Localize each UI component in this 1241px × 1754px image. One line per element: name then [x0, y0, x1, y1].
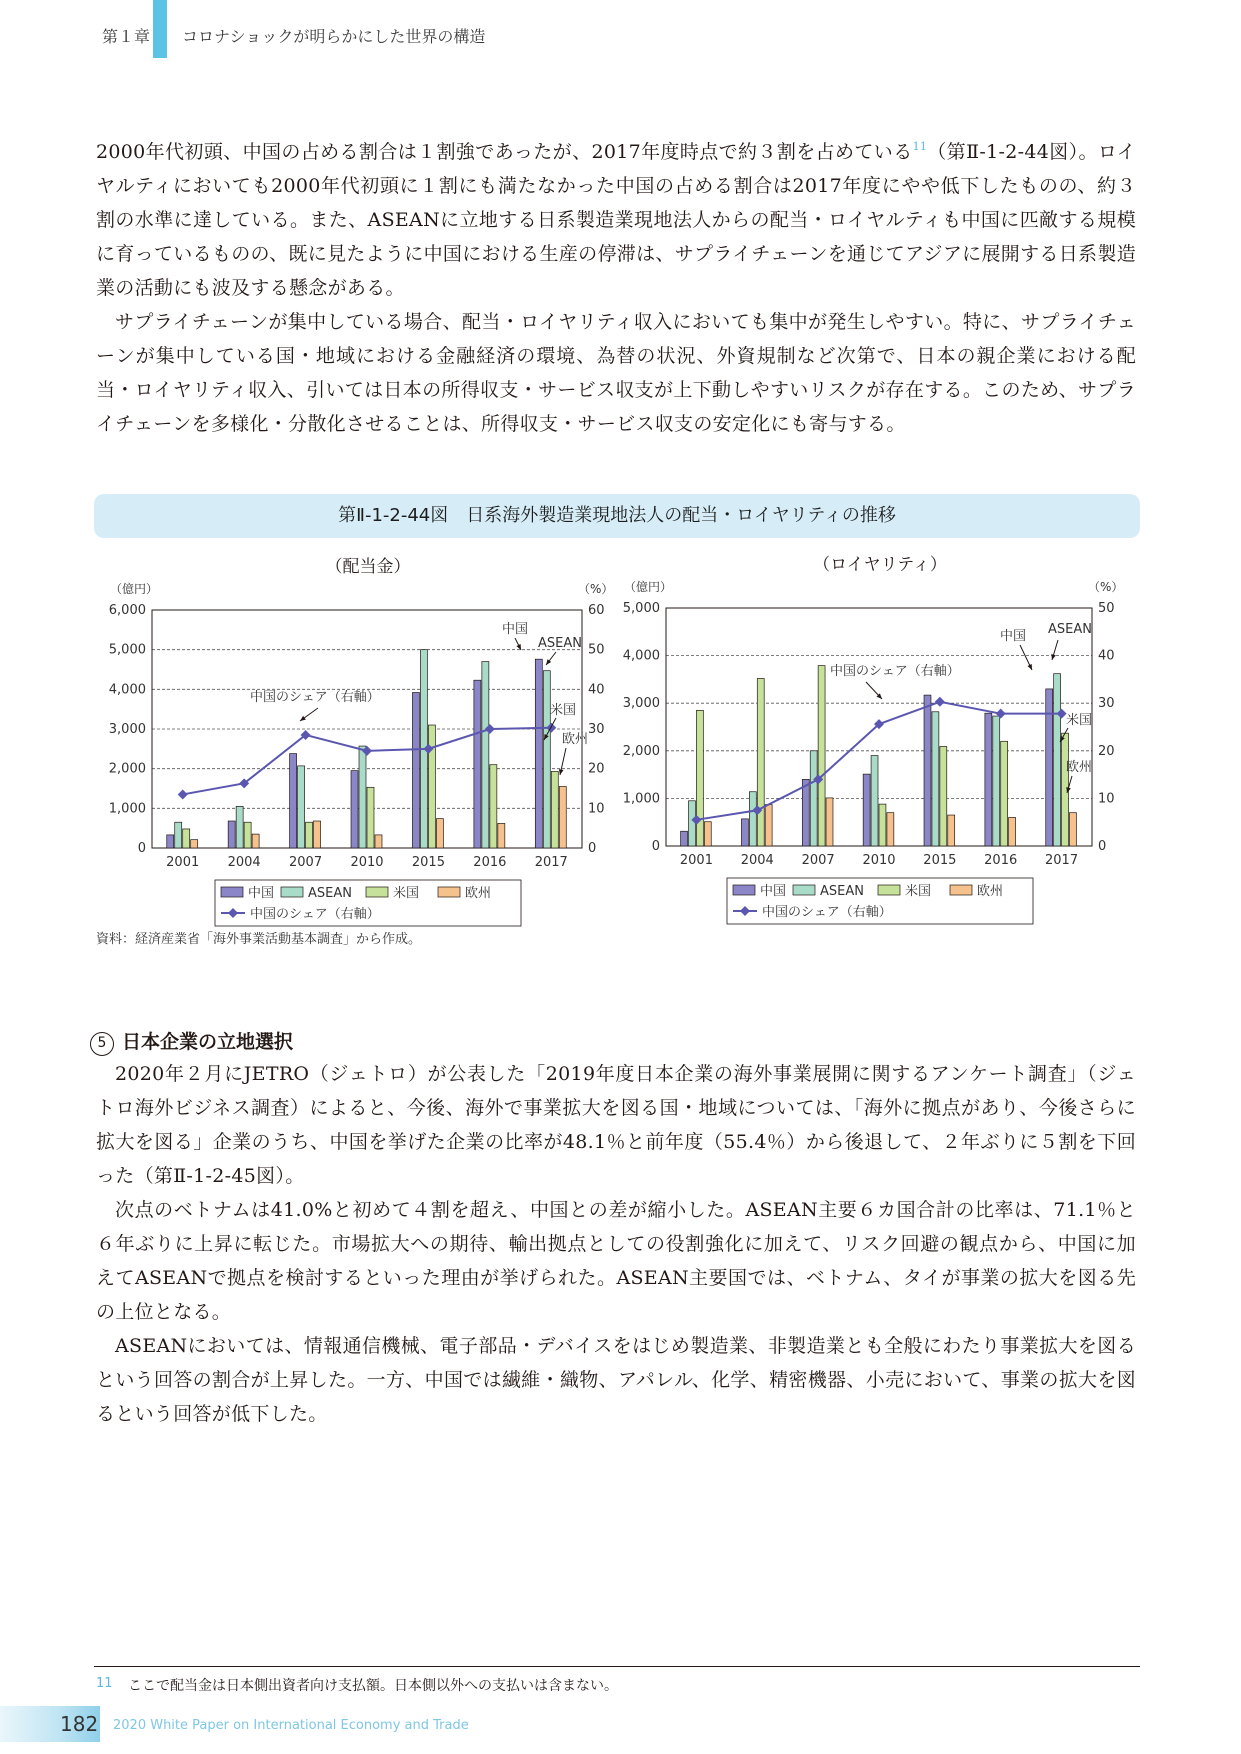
chart2-bar-中国: [681, 831, 688, 846]
chapter-title: コロナショックが明らかにした世界の構造: [182, 27, 486, 46]
chart2-share-point: [935, 697, 945, 707]
chart1-bar-米国: [428, 725, 435, 848]
chart2-legend-label-中国: 中国: [760, 884, 787, 899]
chart1-ytick: 1,000: [108, 801, 146, 817]
chart2-bar-米国: [1001, 741, 1008, 846]
chapter-label: 第１章: [102, 27, 151, 46]
chart1-bar-中国: [351, 771, 358, 848]
chart2-y2tick: 40: [1098, 648, 1115, 664]
chart1-bar-欧州: [314, 821, 321, 848]
chart2-legend-swatch-ASEAN: [793, 885, 815, 895]
paragraph-1-part-a: 2000年代初頭、中国の占める割合は１割強であったが、2017年度時点で約３割を占めている: [96, 141, 913, 163]
chart2-arrow-asean-head: [1051, 654, 1055, 660]
chart1-bar-米国: [244, 822, 251, 848]
chart2-bar-中国: [863, 774, 870, 846]
chart2-bar-欧州: [948, 815, 955, 846]
chart1-bar-中国: [290, 754, 297, 848]
footnote-rule: [94, 1666, 1140, 1667]
chart1-legend-swatch-中国: [221, 887, 243, 897]
chart1-xtick: 2016: [473, 855, 507, 870]
body-text-top: [96, 130, 1136, 441]
chart2-xtick: 2001: [679, 853, 713, 868]
chart1-bar-米国: [306, 822, 313, 848]
chart2-y2label: （%）: [1088, 580, 1124, 594]
chart1-bar-米国: [367, 787, 374, 848]
chart1-share-point: [178, 789, 188, 799]
chart2-legend-swatch-欧州: [950, 885, 972, 895]
chart2-ytick: 3,000: [622, 696, 660, 712]
chart2-bar-ASEAN: [749, 792, 756, 846]
header-accent-bar: [153, 0, 167, 58]
chart1-bar-欧州: [252, 834, 259, 848]
chart1-bar-ASEAN: [175, 822, 182, 848]
body-text-bottom: [96, 1057, 1136, 1431]
chart1-bar-ASEAN: [482, 662, 489, 848]
chart2-bar-中国: [802, 779, 809, 846]
chart2-annot-eu: 欧州: [1066, 760, 1093, 775]
chart2-xtick: 2004: [740, 853, 774, 868]
chart1-bar-ASEAN: [298, 766, 305, 848]
chart2-ytick: 2,000: [622, 743, 660, 759]
chart1-legend-label-欧州: 欧州: [465, 886, 492, 901]
chart1-bar-米国: [490, 765, 497, 848]
chart2-y2tick: 10: [1098, 791, 1115, 807]
chart2-bar-欧州: [887, 813, 894, 846]
chart1-xtick: 2007: [289, 855, 323, 870]
chart2-y2tick: 0: [1098, 839, 1107, 854]
chart1-arrow-asean-head: [546, 659, 551, 665]
publication-title: 2020 White Paper on International Economy and Trade: [113, 1718, 469, 1733]
chart1-title: （配当金）: [325, 557, 411, 577]
chart1-annot-china: 中国: [502, 622, 529, 637]
chart1-annot-share: 中国のシェア（右軸）: [250, 690, 380, 705]
chart1-xtick: 2004: [227, 855, 261, 870]
chart2-bar-米国: [818, 666, 825, 846]
chart1-bar-米国: [183, 829, 190, 848]
chart2-legend-label-米国: 米国: [905, 884, 932, 899]
chart1-arrow-eu-head: [559, 769, 564, 775]
chart1-y2tick: 30: [588, 722, 605, 737]
chart1-bar-米国: [551, 771, 558, 848]
footnote-ref[interactable]: 11: [912, 140, 928, 153]
chart2-annot-share: 中国のシェア（右軸）: [830, 664, 960, 679]
chart2-xtick: 2010: [862, 853, 896, 868]
chart2-bar-ASEAN: [1054, 674, 1061, 846]
chart2-ytick: 4,000: [622, 648, 660, 664]
chart1-bar-欧州: [559, 787, 566, 848]
footnote-number: 11: [96, 1676, 113, 1691]
chart2-bar-米国: [879, 804, 886, 846]
chart2-bar-欧州: [1069, 813, 1076, 846]
chart2-bar-欧州: [1009, 817, 1016, 846]
chart1-legend-label-ASEAN: ASEAN: [308, 886, 352, 901]
chart1-ytick: 6,000: [108, 603, 146, 618]
paragraph-2: サプライチェーンが集中している場合、配当・ロイヤリティ収入においても集中が発生しやすい。特に、サプライチェーンが集中している国・地域における金融経済の環境、為替の状況、外資規制など次第で、日本の親企業における配当・ロイヤリティ収入、引いては日本の所得収支・サービス収支が上下動しやすいリスクが存在する。このため、サプライチェーンを多様化・分散化させることは、所得収支・サービス収支の安定化にも寄与する。: [96, 311, 1136, 435]
chart2-bar-ASEAN: [932, 712, 939, 846]
figure-charts: [0, 540, 1241, 930]
chart2-xtick: 2007: [801, 853, 835, 868]
chart2-bar-ASEAN: [993, 716, 1000, 846]
chart2-bar-中国: [741, 819, 748, 846]
chart1-arrow-share-head: [300, 716, 306, 721]
chart1-xtick: 2010: [350, 855, 384, 870]
chart1-bar-欧州: [498, 823, 505, 848]
chart2-legend-label-欧州: 欧州: [977, 884, 1004, 899]
chart1-bar-中国: [412, 693, 419, 848]
chart2-xtick: 2017: [1045, 853, 1079, 868]
paragraph-4: 次点のベトナムは41.0%と初めて４割を超え、中国との差が縮小した。ASEAN主要６カ国合計の比率は、71.1％と６年ぶりに上昇に転じた。市場拡大への期待、輸出拠点としての役割強化に加えて、リスク回避の観点から、中国に加えてASEANで拠点を検討するといった理由が挙げられた。ASEAN主要国では、ベトナム、タイが事業の拡大を図る先の上位となる。: [96, 1199, 1136, 1323]
chart1-ytick: 2,000: [108, 761, 146, 777]
chart2-legend-swatch-米国: [878, 885, 900, 895]
chart2-ylabel: （億円）: [624, 580, 673, 594]
chart2-ytick: 1,000: [622, 791, 660, 807]
chart1-ytick: 5,000: [108, 642, 146, 658]
chart1-legend-label-中国: 中国: [248, 886, 275, 901]
chart2-bar-中国: [1046, 689, 1053, 846]
chart2-bar-中国: [985, 713, 992, 846]
chart1-ytick: 4,000: [108, 682, 146, 698]
chart1-y2tick: 60: [588, 603, 605, 618]
chart1-bar-中国: [535, 659, 542, 848]
chart1-annot-us: 米国: [550, 703, 577, 718]
footnote-text: ここで配当金は日本側出資者向け支払額。日本側以外への支払いは含まない。: [128, 1678, 618, 1694]
chart1-bar-欧州: [375, 835, 382, 848]
chart1-legend-swatch-米国: [366, 887, 388, 897]
chart2-annot-us: 米国: [1066, 713, 1093, 728]
chart1-bar-中国: [228, 821, 235, 848]
chart1-legend-label-米国: 米国: [393, 886, 420, 901]
chart2-ytick: 0: [651, 839, 660, 854]
chart2-bar-ASEAN: [810, 751, 817, 846]
chart2-bar-ASEAN: [689, 801, 696, 846]
chart1-legend-swatch-欧州: [438, 887, 460, 897]
section-heading: [90, 1027, 293, 1056]
chart1-xtick: 2015: [411, 855, 445, 870]
chart2-y2tick: 50: [1098, 601, 1115, 616]
page-number: 182: [60, 1712, 99, 1736]
chart1-bar-中国: [167, 835, 174, 848]
chart1-legend-label-share: 中国のシェア（右軸）: [250, 907, 380, 922]
chart1-ytick: 3,000: [108, 722, 146, 737]
chart2-y2tick: 30: [1098, 696, 1115, 712]
chart1-y2tick: 0: [588, 841, 597, 856]
chart1-ylabel: （億円）: [110, 582, 159, 596]
chart1-bar-中国: [474, 680, 481, 848]
section-number: 5: [90, 1032, 114, 1056]
chart1-y2tick: 50: [588, 642, 605, 658]
figure-source: 資料：経済産業省「海外事業活動基本調査」から作成。: [96, 932, 422, 947]
chart2-bar-米国: [940, 747, 947, 846]
chart1-annot-eu: 欧州: [562, 732, 589, 747]
paragraph-3: 2020年２月にJETRO（ジェトロ）が公表した「2019年度日本企業の海外事業展開に関するアンケート調査」（ジェトロ海外ビジネス調査）によると、今後、海外で事業拡大を図る国・地域については、「海外に拠点があり、今後さらに拡大を図る」企業のうち、中国を挙げた企業の比率が48.1％と前年度（55.4％）から後退して、２年ぶりに５割を下回った（第Ⅱ-1-2-45図）。: [96, 1063, 1136, 1187]
chart2-title: （ロイヤリティ）: [813, 555, 947, 575]
chart2-xtick: 2016: [984, 853, 1018, 868]
chart1-bar-ASEAN: [359, 746, 366, 848]
chart2-legend-label-ASEAN: ASEAN: [820, 884, 864, 899]
chart2-bar-米国: [757, 678, 764, 846]
paragraph-5: ASEANにおいては、情報通信機械、電子部品・デバイスをはじめ製造業、非製造業とも全般にわたり事業拡大を図るという回答の割合が上昇した。一方、中国では繊維・織物、アパレル、化学、精密機器、小売において、事業の拡大を図るという回答が低下した。: [96, 1335, 1136, 1425]
section-title: 日本企業の立地選択: [122, 1031, 294, 1053]
chart2-legend-label-share: 中国のシェア（右軸）: [762, 905, 892, 920]
chart2-y2tick: 20: [1098, 743, 1115, 759]
chart1-y2tick: 10: [588, 801, 605, 817]
chart2-annot-china: 中国: [1000, 629, 1027, 644]
chart2-bar-欧州: [704, 822, 711, 846]
chart1-ytick: 0: [137, 841, 146, 856]
chart1-bar-欧州: [191, 840, 198, 848]
chart1-bar-ASEAN: [543, 671, 550, 848]
chart2-bar-米国: [696, 710, 703, 846]
figure-title: 第Ⅱ-1-2-44図 日系海外製造業現地法人の配当・ロイヤリティの推移: [94, 494, 1140, 538]
chart1-xtick: 2001: [166, 855, 200, 870]
chart1-y2tick: 20: [588, 761, 605, 777]
chart2-legend-swatch-中国: [733, 885, 755, 895]
chart1-xtick: 2017: [534, 855, 568, 870]
paragraph-1-part-b: （第Ⅱ-1-2-44図）。ロイヤルティにおいても2000年代初頭に１割にも満たなかった中国の占める割合は2017年度にやや低下したものの、約３割の水準に達している。また、ASEANに立地する日系製造業現地法人からの配当・ロイヤルティも中国に匹敵する規模に育っているものの、既に見たように中国における生産の停滞は、サプライチェーンを通じてアジアに展開する日系製造業の活動にも波及する懸念がある。: [96, 141, 1136, 299]
chart1-y2label: （%）: [578, 582, 614, 596]
chart2-bar-欧州: [826, 798, 833, 846]
chart1-y2tick: 40: [588, 682, 605, 698]
chart2-bar-欧州: [765, 805, 772, 846]
chart2-annot-asean: ASEAN: [1048, 622, 1092, 637]
chart1-bar-ASEAN: [236, 806, 243, 848]
chart1-legend-swatch-ASEAN: [281, 887, 303, 897]
chart2-bar-中国: [924, 695, 931, 846]
chart1-bar-欧州: [436, 819, 443, 848]
chart2-ytick: 5,000: [622, 601, 660, 616]
chart2-bar-ASEAN: [871, 756, 878, 846]
chart1-annot-asean: ASEAN: [538, 636, 582, 651]
chart2-xtick: 2015: [923, 853, 957, 868]
paragraph-1: [96, 130, 1136, 305]
